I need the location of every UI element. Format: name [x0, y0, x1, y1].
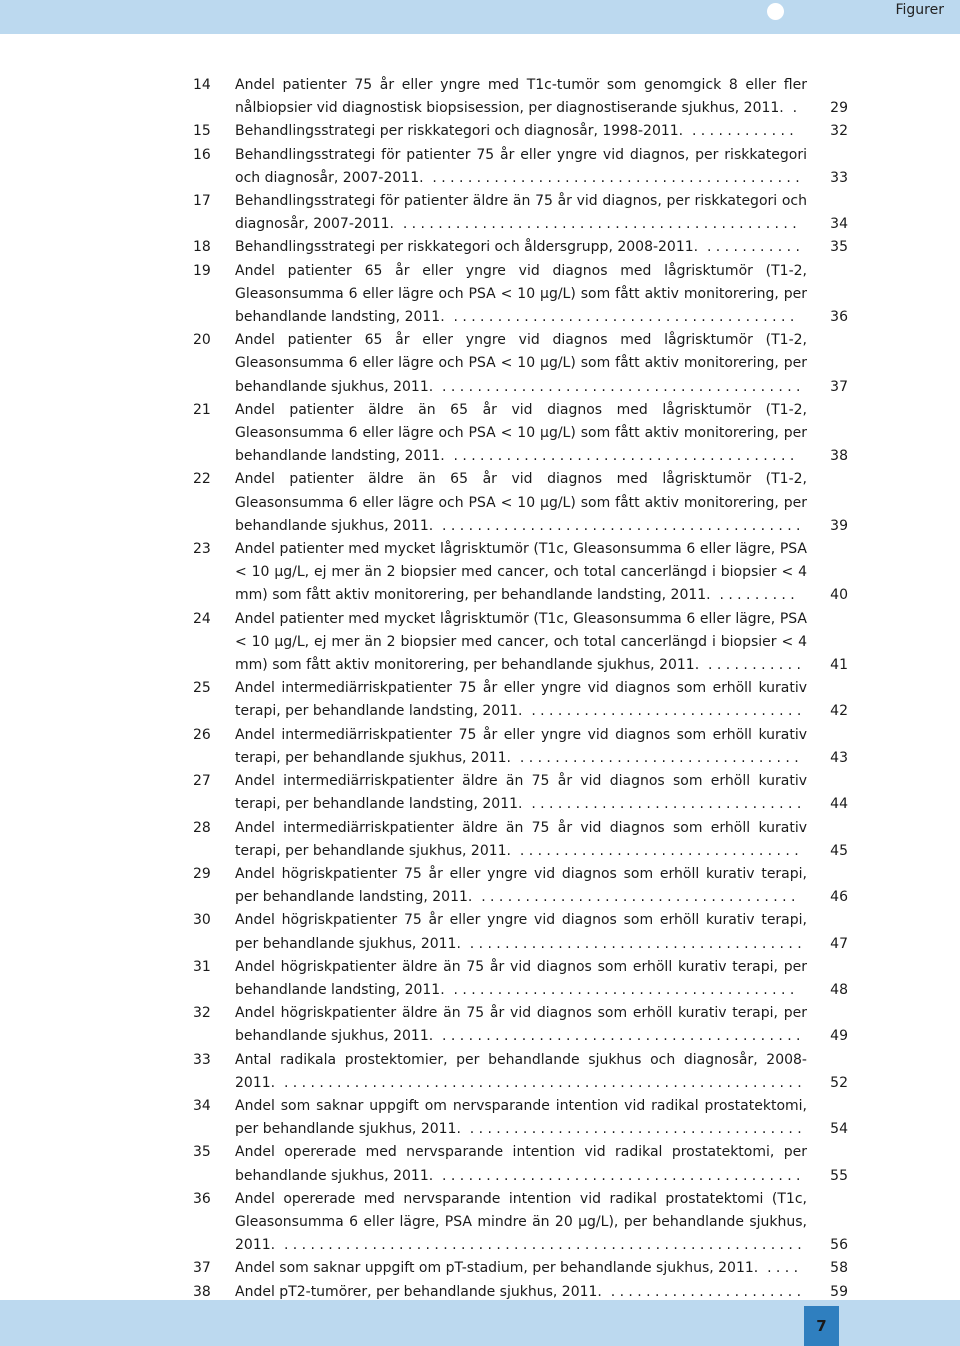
header-dot — [767, 3, 784, 20]
entry-page: 29 — [830, 100, 848, 117]
leader-dots: ........................................................... — [275, 1237, 807, 1254]
leader-dots: ............................... — [522, 796, 806, 813]
entry-page: 32 — [830, 123, 848, 140]
header-title: Figurer — [895, 2, 944, 18]
entry-text — [235, 260, 807, 330]
entry-text — [235, 1002, 807, 1048]
entry-page: 52 — [830, 1074, 848, 1091]
leader-dots: ......... — [710, 587, 800, 604]
leader-dots: ............................... — [522, 703, 806, 720]
leader-dots: ............ — [683, 123, 799, 140]
entry-caption: Andel pT2-tumörer, per behandlande sjukhus, 2011. — [235, 1283, 602, 1300]
leader-dots: .......................................... — [423, 169, 805, 186]
entry-page: 37 — [830, 378, 848, 395]
entry-caption: Andel intermediärriskpatienter 75 år eller yngre vid diagnos som erhöll kurativ terapi, per behandlande sjukhus, 2011. — [235, 726, 807, 766]
entry-text — [235, 956, 807, 1002]
entry-text — [235, 1257, 807, 1280]
entry-text — [235, 909, 807, 955]
entry-page: 44 — [830, 796, 848, 813]
entry-number: 15 — [193, 123, 211, 140]
toc-entry[interactable] — [193, 677, 848, 723]
entry-caption: Antal radikala prostektomier, per behandlande sjukhus och diagnosår, 2008-2011. — [235, 1051, 807, 1091]
entry-caption: Andel högriskpatienter 75 år eller yngre vid diagnos som erhöll kurativ terapi, per behandlande landsting, 2011. — [235, 865, 807, 906]
entry-page: 58 — [830, 1260, 848, 1277]
entry-text — [235, 144, 807, 190]
leader-dots: . — [783, 100, 802, 117]
entry-caption: Behandlingsstrategi för patienter 75 år eller yngre vid diagnos, per riskkategori och diagnosår, 2007-2011. — [235, 146, 807, 186]
entry-text — [235, 74, 807, 120]
leader-dots: .... — [758, 1260, 803, 1277]
entry-number: 38 — [193, 1283, 211, 1300]
entry-text — [235, 817, 807, 863]
toc-entry[interactable] — [193, 538, 848, 608]
entry-number: 17 — [193, 193, 211, 210]
leader-dots: ....................................... — [444, 981, 799, 998]
entry-page: 42 — [830, 703, 848, 720]
entry-number: 37 — [193, 1260, 211, 1277]
leader-dots: ....................................... — [444, 309, 799, 326]
toc-entry[interactable] — [193, 468, 848, 538]
toc-entry[interactable] — [193, 817, 848, 863]
leader-dots: ...................... — [601, 1283, 806, 1300]
toc-entry[interactable] — [193, 1049, 848, 1095]
entry-page: 48 — [830, 981, 848, 998]
header-bar — [0, 0, 960, 34]
entry-caption: Andel intermediärriskpatienter 75 år eller yngre vid diagnos som erhöll kurativ terapi, per behandlande landsting, 2011. — [235, 680, 807, 720]
entry-page: 43 — [830, 749, 848, 766]
entry-page: 41 — [830, 657, 848, 674]
entry-text — [235, 770, 807, 816]
leader-dots: ......................................... — [433, 1028, 805, 1045]
page-number: 7 — [804, 1306, 839, 1346]
entry-caption: Andel patienter med mycket lågrisktumör (T1c, Gleasonsumma 6 eller lägre, PSA < 10 μg/L, ej mer än 2 biopsier med cancer, och total cancerlängd i biopsier < 4 mm) som fått aktiv monitorering, per behandlande landsting, 2011. — [235, 541, 807, 604]
entry-caption: Andel intermediärriskpatienter äldre än 75 år vid diagnos som erhöll kurativ terapi, per behandlande sjukhus, 2011. — [235, 819, 807, 859]
toc-entry[interactable] — [193, 1002, 848, 1048]
toc-entry[interactable] — [193, 399, 848, 469]
toc-entry[interactable] — [193, 770, 848, 816]
entry-text — [235, 677, 807, 723]
toc-entry[interactable] — [193, 260, 848, 330]
entry-page: 54 — [830, 1121, 848, 1138]
entry-number: 35 — [193, 1144, 211, 1161]
entry-page: 47 — [830, 935, 848, 952]
entry-caption: Andel som saknar uppgift om nervsparande intention vid radikal prostatektomi, per behandlande sjukhus, 2011. — [235, 1097, 807, 1138]
toc-entry[interactable] — [193, 329, 848, 399]
leader-dots: ................................ — [511, 842, 804, 859]
entry-caption: Andel patienter äldre än 65 år vid diagnos med lågrisktumör (T1-2, Gleasonsumma 6 eller lägre och PSA < 10 μg/L) som fått aktiv monitorering, per behandlande sjukhus, 2011. — [235, 471, 807, 534]
entry-text — [235, 190, 807, 236]
toc-entry[interactable] — [193, 1257, 848, 1280]
entry-caption: Andel intermediärriskpatienter äldre än 75 år vid diagnos som erhöll kurativ terapi, per behandlande landsting, 2011. — [235, 773, 807, 813]
entry-page: 45 — [830, 842, 848, 859]
entry-page: 34 — [830, 216, 848, 233]
toc-entry[interactable] — [193, 608, 848, 678]
toc-entry[interactable] — [193, 190, 848, 236]
entry-caption: Behandlingsstrategi per riskkategori och diagnosår, 1998-2011. — [235, 123, 684, 140]
entry-caption: Andel opererade med nervsparande intention vid radikal prostatektomi (T1c, Gleasonsumma 6 eller lägre, PSA mindre än 20 μg/L), per behandlande sjukhus, 2011. — [235, 1190, 807, 1254]
toc-entry[interactable] — [193, 1141, 848, 1187]
entry-page: 33 — [830, 169, 848, 186]
toc-entry[interactable] — [193, 1095, 848, 1141]
entry-number: 34 — [193, 1097, 211, 1114]
leader-dots: ........... — [699, 657, 806, 674]
entry-caption: Andel patienter med mycket lågrisktumör (T1c, Gleasonsumma 6 eller lägre, PSA < 10 μg/L, ej mer än 2 biopsier med cancer, och total cancerlängd i biopsier < 4 mm) som fått aktiv monitorering, per behandlande sjukhus, 2011. — [235, 610, 807, 674]
leader-dots: ........................................................... — [275, 1074, 807, 1091]
entry-text — [235, 608, 807, 678]
leader-dots: ........... — [698, 239, 805, 256]
entry-number: 21 — [193, 401, 211, 418]
entry-text — [235, 724, 807, 770]
entry-number: 33 — [193, 1051, 211, 1068]
entry-page: 56 — [830, 1237, 848, 1254]
leader-dots: ......................................... — [433, 378, 805, 395]
entry-page: 55 — [830, 1167, 848, 1184]
toc-entry[interactable] — [193, 956, 848, 1002]
entry-text — [235, 120, 807, 143]
entry-number: 29 — [193, 865, 211, 882]
toc-entry[interactable] — [193, 1188, 848, 1258]
leader-dots: ...................................... — [460, 935, 807, 952]
list-of-figures — [193, 74, 848, 1304]
entry-text — [235, 399, 807, 469]
entry-text — [235, 1141, 807, 1187]
entry-number: 23 — [193, 541, 211, 558]
leader-dots: ......................................... — [433, 517, 805, 534]
entry-caption: Behandlingsstrategi per riskkategori och åldersgrupp, 2008-2011. — [235, 239, 699, 256]
toc-entry[interactable] — [193, 909, 848, 955]
entry-number: 36 — [193, 1190, 211, 1207]
entry-number: 28 — [193, 819, 211, 836]
entry-page: 35 — [830, 239, 848, 256]
entry-page: 40 — [830, 587, 848, 604]
leader-dots: ....................................... — [444, 448, 799, 465]
entry-text — [235, 236, 807, 259]
entry-caption: Andel patienter 65 år eller yngre vid diagnos med lågrisktumör (T1-2, Gleasonsumma 6 eller lägre och PSA < 10 μg/L) som fått aktiv monitorering, per behandlande sjukhus, 2011. — [235, 332, 807, 395]
entry-number: 18 — [193, 239, 211, 256]
entry-text — [235, 468, 807, 538]
entry-caption: Andel högriskpatienter äldre än 75 år vid diagnos som erhöll kurativ terapi, per behandlande landsting, 2011. — [235, 958, 807, 998]
entry-number: 19 — [193, 262, 211, 279]
toc-entry[interactable] — [193, 144, 848, 190]
entry-text — [235, 863, 807, 909]
entry-number: 20 — [193, 332, 211, 349]
entry-caption: Andel opererade med nervsparande intention vid radikal prostatektomi, per behandlande sjukhus, 2011. — [235, 1144, 807, 1184]
entry-text — [235, 538, 807, 608]
entry-text — [235, 1188, 807, 1258]
leader-dots: ......................................... — [433, 1167, 805, 1184]
entry-number: 31 — [193, 958, 211, 975]
entry-page: 36 — [830, 309, 848, 326]
toc-entry[interactable] — [193, 120, 848, 143]
entry-text — [235, 1049, 807, 1095]
entry-text — [235, 1095, 807, 1141]
leader-dots: ................................ — [511, 749, 804, 766]
entry-caption: Andel som saknar uppgift om pT-stadium, per behandlande sjukhus, 2011. — [235, 1260, 759, 1277]
entry-caption: Andel högriskpatienter äldre än 75 år vid diagnos som erhöll kurativ terapi, per behandlande sjukhus, 2011. — [235, 1005, 807, 1045]
entry-page: 59 — [830, 1283, 848, 1300]
entry-page: 46 — [830, 889, 848, 906]
toc-entry[interactable] — [193, 236, 848, 259]
entry-caption: Andel patienter äldre än 65 år vid diagnos med lågrisktumör (T1-2, Gleasonsumma 6 eller lägre och PSA < 10 μg/L) som fått aktiv monitorering, per behandlande landsting, 2011. — [235, 401, 807, 465]
leader-dots: .................................... — [472, 889, 800, 906]
entry-number: 16 — [193, 146, 211, 163]
entry-caption: Andel patienter 75 år eller yngre med T1c-tumör som genomgick 8 eller fler nålbiopsier vid diagnostisk biopsisession, per diagnostiserande sjukhus, 2011. — [235, 77, 807, 117]
entry-number: 30 — [193, 912, 211, 929]
toc-entry[interactable] — [193, 724, 848, 770]
entry-text — [235, 329, 807, 399]
leader-dots: ............................................. — [393, 216, 802, 233]
entry-caption: Behandlingsstrategi för patienter äldre än 75 år vid diagnos, per riskkategori och diagnosår, 2007-2011. — [235, 193, 807, 233]
entry-number: 25 — [193, 680, 211, 697]
entry-number: 24 — [193, 610, 211, 627]
entry-page: 49 — [830, 1028, 848, 1045]
entry-caption: Andel patienter 65 år eller yngre vid diagnos med lågrisktumör (T1-2, Gleasonsumma 6 eller lägre och PSA < 10 μg/L) som fått aktiv monitorering, per behandlande landsting, 2011. — [235, 262, 807, 326]
entry-page: 38 — [830, 448, 848, 465]
entry-page: 39 — [830, 517, 848, 534]
entry-number: 26 — [193, 726, 211, 743]
entry-number: 22 — [193, 471, 211, 488]
toc-entry[interactable] — [193, 863, 848, 909]
entry-caption: Andel högriskpatienter 75 år eller yngre vid diagnos som erhöll kurativ terapi, per behandlande sjukhus, 2011. — [235, 912, 807, 952]
leader-dots: ...................................... — [460, 1121, 807, 1138]
entry-number: 14 — [193, 77, 211, 93]
entry-number: 27 — [193, 773, 211, 790]
entry-number: 32 — [193, 1005, 211, 1022]
toc-entry[interactable] — [193, 74, 848, 120]
